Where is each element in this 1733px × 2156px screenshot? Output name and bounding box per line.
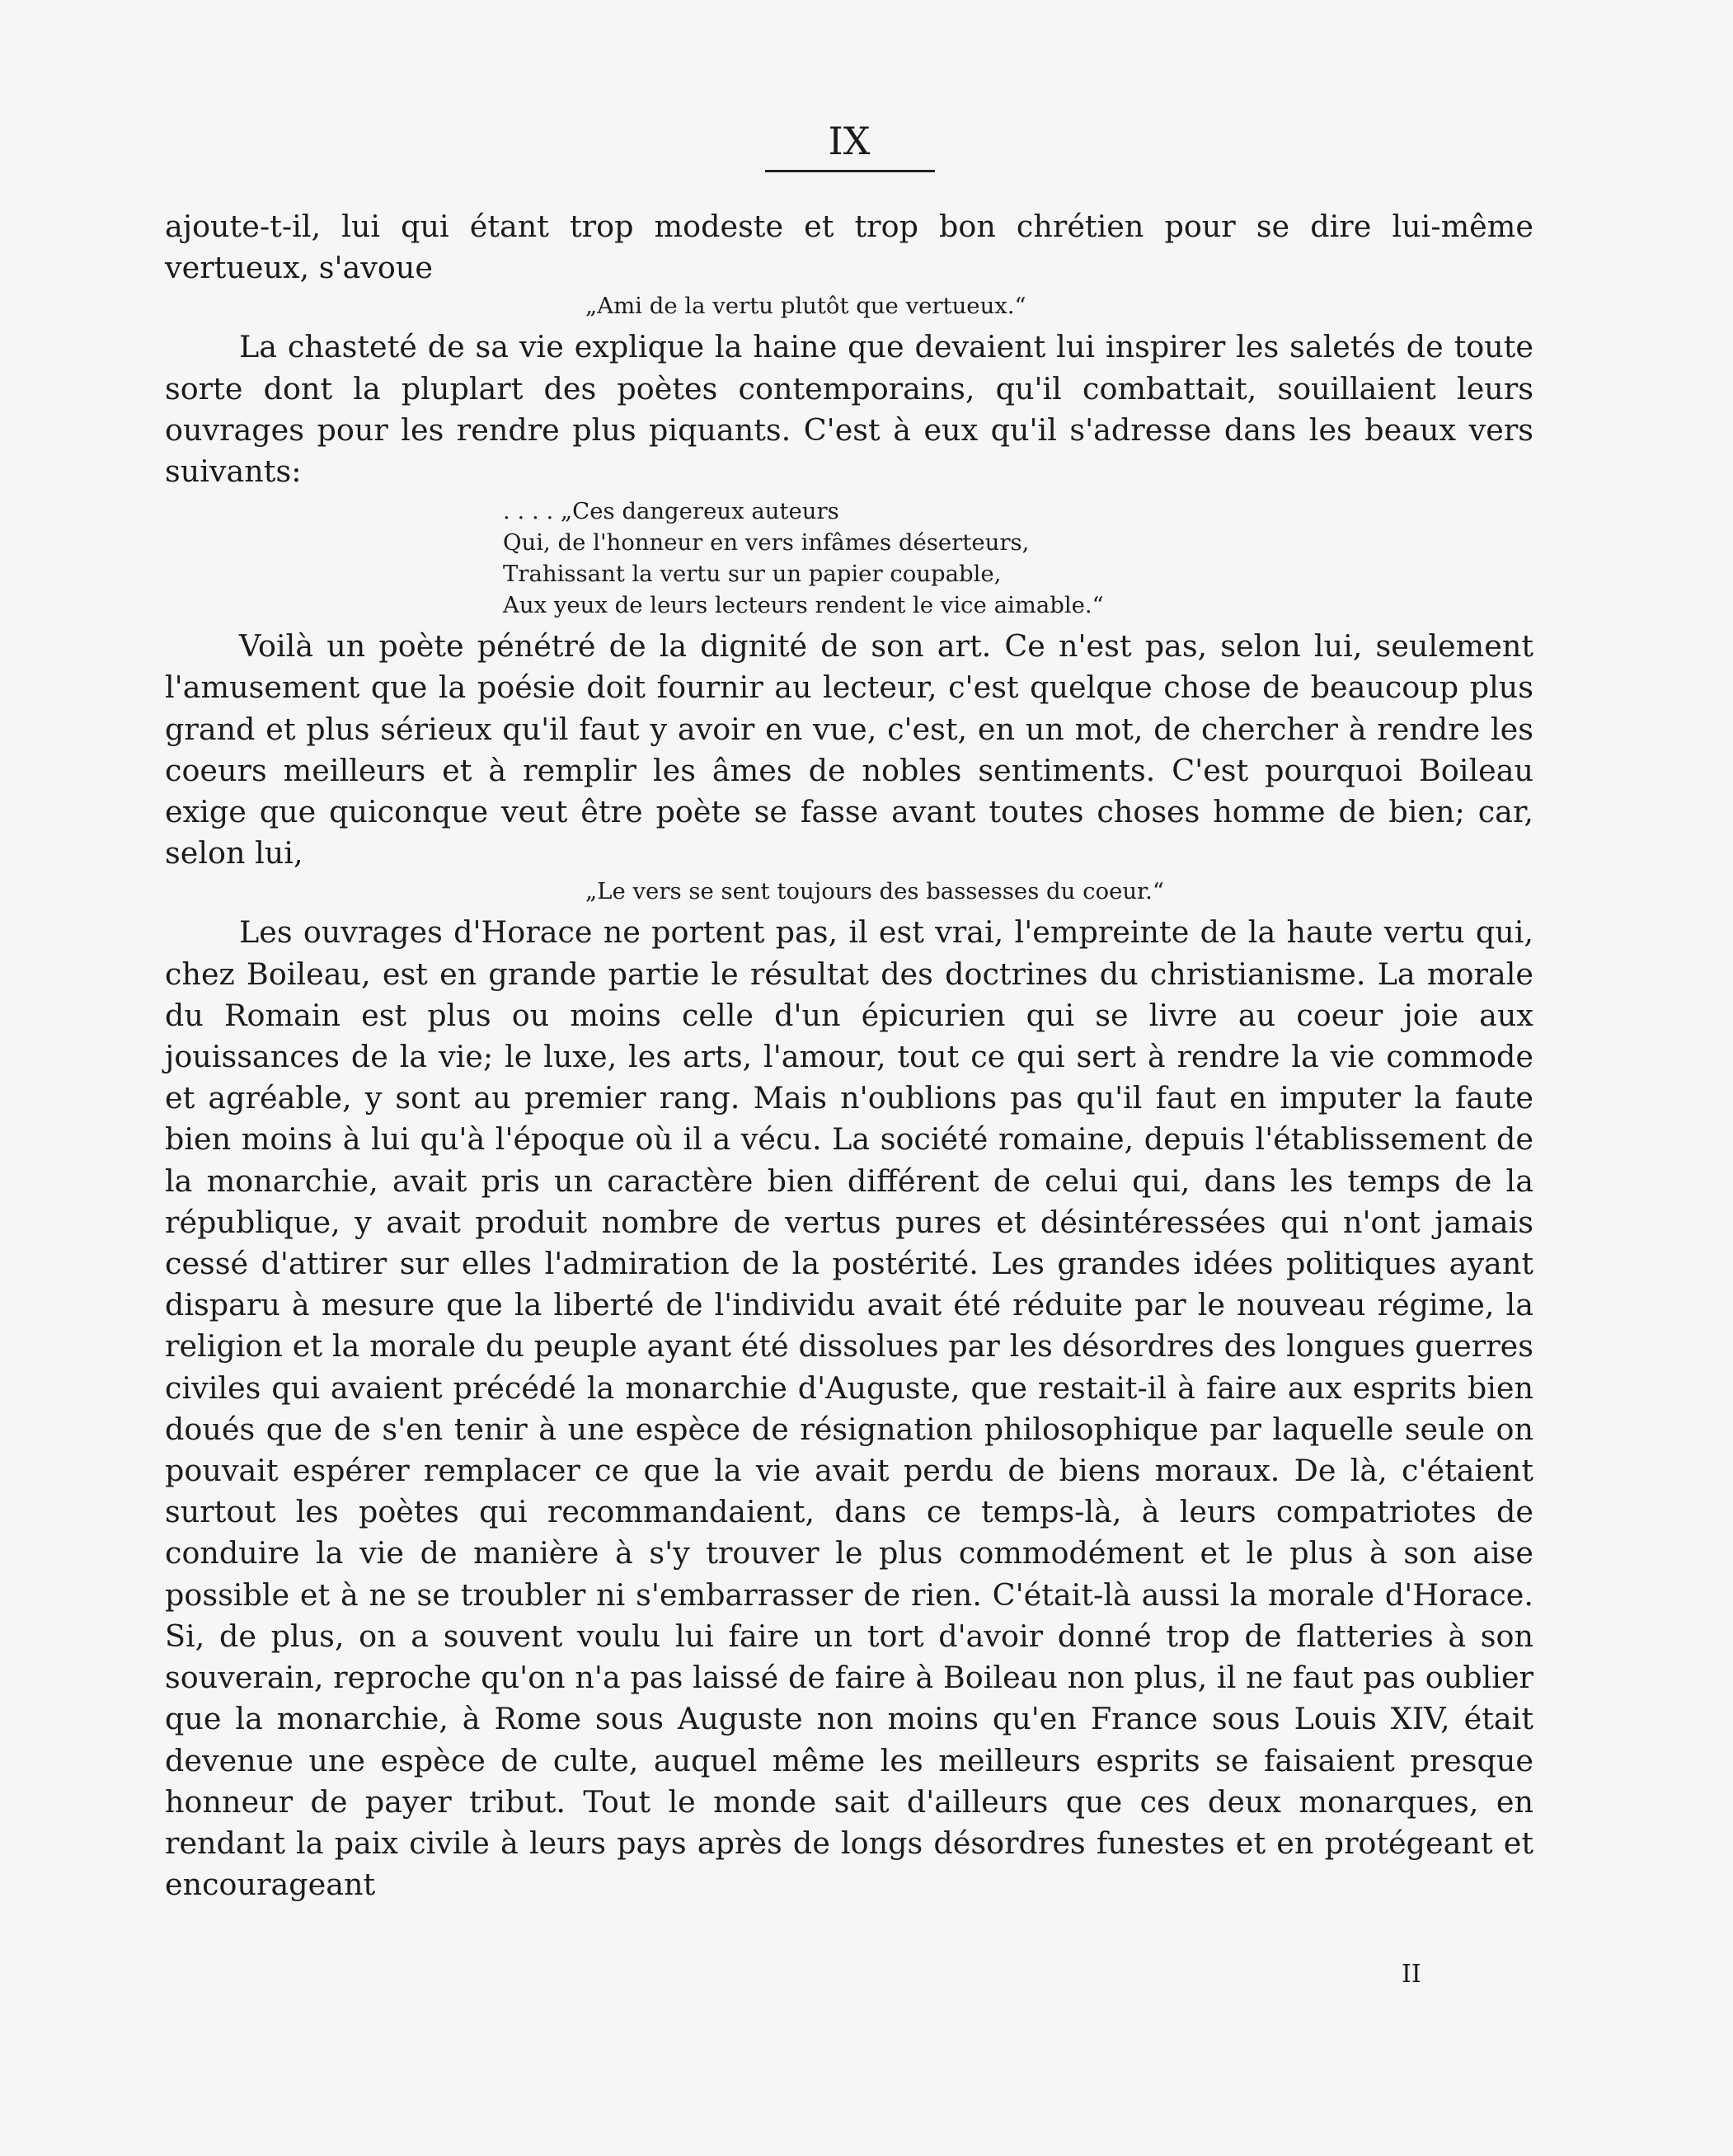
page-number: IX	[828, 119, 871, 163]
verse-line: Qui, de l'honneur en vers infâmes déserteurs,	[503, 529, 1030, 557]
verse-quote-heart: „Le vers se sent toujours des bassesses du coeur.“	[585, 878, 1164, 905]
body-text	[165, 206, 1533, 1905]
paragraph-continuation: ajoute-t-il, lui qui étant trop modeste et trop bon chrétien pour se dire lui-même vertueux, s'avoue	[165, 209, 1533, 286]
paragraph-chastity: La chasteté de sa vie explique la haine que devaient lui inspirer les saletés de toute sorte dont la pluplart des poètes contemporains, qu'il combattait, souillaient leurs ouvrages pour les rendre plus piquants. C'est à eux qu'il s'adresse dans les beaux vers suivants:	[165, 329, 1533, 490]
verse-line: . . . . „Ces dangereux auteurs	[503, 498, 839, 525]
header-rule	[765, 170, 935, 172]
paragraph-poet-dignity: Voilà un poète pénétré de la dignité de son art. Ce n'est pas, selon lui, seulement l'amusement que la poésie doit fournir au lecteur, c'est quelque chose de beaucoup plus grand et plus sérieux qu'il faut y avoir en vue, c'est, en un mot, de chercher à rendre les coeurs meilleurs et à remplir les âmes de nobles sentiments. C'est pourquoi Boileau exige que quiconque veut être poète se fasse avant toutes choses homme de bien; car, selon lui,	[165, 628, 1533, 871]
verse-quote-dangerous-authors	[165, 496, 1533, 621]
verse-line: Aux yeux de leurs lecteurs rendent le vice aimable.“	[503, 592, 1104, 619]
verse-line: Trahissant la vertu sur un papier coupable,	[503, 561, 1002, 588]
paragraph-horace: Les ouvrages d'Horace ne portent pas, il est vrai, l'empreinte de la haute vertu qui, chez Boileau, est en grande partie le résultat des doctrines du christianisme. La morale du Romain est plus ou moins celle d'un épicurien qui se livre au coeur joie aux jouissances de la vie; le luxe, les arts, l'amour, tout ce qui sert à rendre la vie commode et agréable, y sont au premier rang. Mais n'oublions pas qu'il faut en imputer la faute bien moins à lui qu'à l'époque où il a vécu. La société romaine, depuis l'établissement de la monarchie, avait pris un caractère bien différent de celui qui, dans les temps de la république, y avait produit nombre de vertus pures et désintéressées qui n'ont jamais cessé d'attirer sur elles l'admiration de la postérité. Les grandes idées politiques ayant disparu à mesure que la liberté de l'individu avait été réduite par le nouveau régime, la religion et la morale du peuple ayant été dissolues par les désordres des longues guerres civiles qui avaient précédé la monarchie d'Auguste, que restait-il à faire aux esprits bien doués que de s'en tenir à une espèce de résignation philosophique par laquelle seule on pouvait espérer remplacer ce que la vie avait perdu de biens moraux. De là, c'étaient surtout les poètes qui recommandaient, dans ce temps-là, à leurs compatriotes de conduire la vie de manière à s'y trouver le plus commodément et le plus à son aise possible et à ne se troubler ni s'embarrasser de rien. C'était-là aussi la morale d'Horace. Si, de plus, on a souvent voulu lui faire un tort d'avoir donné trop de flatteries à son souverain, reproche qu'on n'a pas laissé de faire à Boileau non plus, il ne faut pas oublier que la monarchie, à Rome sous Auguste non moins qu'en France sous Louis XIV, était devenue une espèce de culte, auquel même les meilleurs esprits se faisaient presque honneur de payer tribut. Tout le monde sait d'ailleurs que ces deux monarques, en rendant la paix civile à leurs pays après de longs désordres funestes et en protégeant et encourageant	[165, 914, 1533, 1903]
verse-quote-virtue: „Ami de la vertu plutôt que vertueux.“	[585, 293, 1026, 320]
signature-mark: II	[1402, 1960, 1421, 1989]
